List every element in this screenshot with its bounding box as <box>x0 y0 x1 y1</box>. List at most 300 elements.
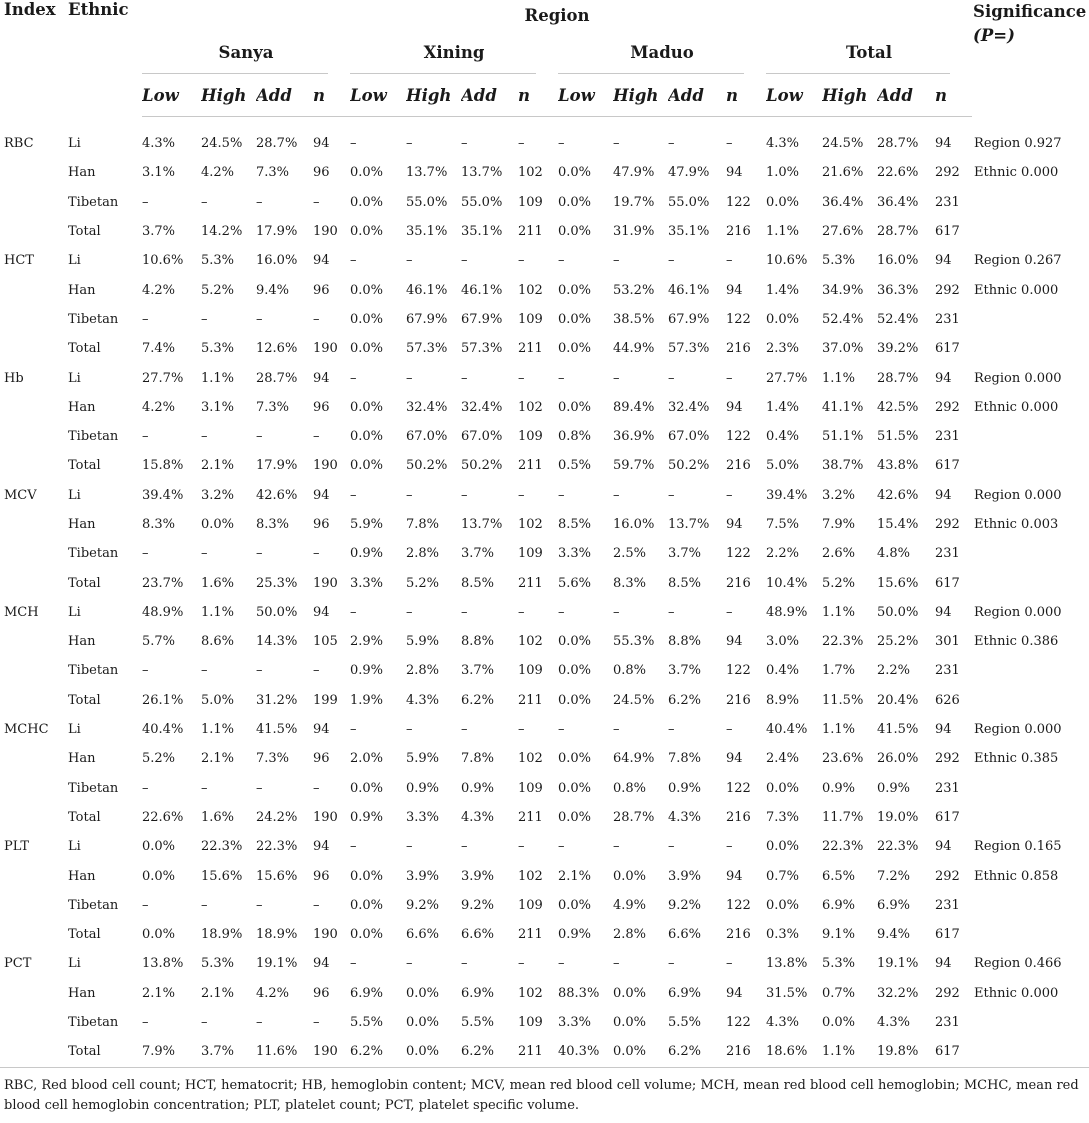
value-cell: 5.3% <box>201 253 235 269</box>
value-cell: 0.0% <box>558 165 592 181</box>
value-cell: 50.2% <box>668 458 710 474</box>
value-cell: 94 <box>935 956 952 972</box>
value-cell: 8.3% <box>142 517 176 532</box>
value-cell: 2.4% <box>766 751 800 767</box>
significance-cell <box>972 422 1089 451</box>
value-cell: 22.3% <box>822 839 864 855</box>
value-cell: 94 <box>313 956 330 972</box>
ethnic-cell: Total <box>68 224 101 240</box>
value-cell: – <box>256 1015 263 1031</box>
value-cell: 0.0% <box>350 399 384 415</box>
value-cell: 8.6% <box>201 634 235 650</box>
value-cell: 122 <box>726 897 751 913</box>
value-cell: – <box>201 780 208 796</box>
subcol-n-header: n <box>313 74 350 117</box>
value-cell: 47.9% <box>613 165 655 181</box>
value-cell: 40.4% <box>142 722 184 738</box>
value-cell: 5.2% <box>406 575 440 591</box>
subcol-high-header: High <box>613 74 668 117</box>
value-cell: 8.3% <box>613 575 647 591</box>
value-cell: 5.0% <box>201 692 235 708</box>
value-cell: 16.0% <box>877 253 919 269</box>
value-cell: – <box>668 604 675 620</box>
value-cell: 0.0% <box>406 985 440 1001</box>
value-cell: – <box>613 604 620 620</box>
value-cell: – <box>518 604 525 620</box>
value-cell: 2.8% <box>613 927 647 943</box>
value-cell: 55.0% <box>668 194 710 210</box>
value-cell: 59.7% <box>613 458 655 474</box>
value-cell: 292 <box>935 517 960 532</box>
table-body <box>0 129 1089 1067</box>
value-cell: 6.6% <box>461 927 495 943</box>
value-cell: 5.7% <box>142 634 176 650</box>
value-cell: 1.9% <box>350 692 384 708</box>
value-cell: 6.2% <box>350 1037 406 1067</box>
value-cell: 0.0% <box>558 634 592 650</box>
value-cell: 46.1% <box>461 282 503 298</box>
table-row <box>0 627 1089 656</box>
value-cell: 22.6% <box>142 809 184 825</box>
significance-cell <box>972 217 1089 246</box>
value-cell: 5.3% <box>201 956 235 972</box>
value-cell: – <box>201 897 208 913</box>
value-cell: 617 <box>935 224 960 240</box>
value-cell: 211 <box>518 341 543 357</box>
value-cell: 0.0% <box>558 399 592 415</box>
value-cell: 2.1% <box>558 868 592 884</box>
value-cell: – <box>201 194 208 210</box>
value-cell: 0.5% <box>558 458 592 474</box>
value-cell: 94 <box>313 722 330 738</box>
value-cell: 28.7% <box>256 370 298 386</box>
significance-cell <box>972 305 1089 334</box>
value-cell: 109 <box>518 780 543 796</box>
value-cell: – <box>461 722 468 738</box>
value-cell: 15.8% <box>142 458 184 474</box>
value-cell: 216 <box>726 458 751 474</box>
ethnic-cell: Han <box>68 517 96 532</box>
ethnic-cell: Tibetan <box>68 546 119 562</box>
value-cell: 96 <box>313 165 330 181</box>
significance-cell: Ethnic 0.000 <box>974 282 1059 298</box>
index-cell <box>0 188 65 217</box>
value-cell: – <box>558 253 565 269</box>
value-cell: 15.6% <box>256 868 298 884</box>
value-cell: 48.9% <box>766 604 808 620</box>
value-cell: 31.9% <box>613 224 655 240</box>
value-cell: – <box>726 839 733 855</box>
value-cell: 1.4% <box>766 399 800 415</box>
value-cell: 36.9% <box>613 429 655 445</box>
value-cell: 37.0% <box>822 341 864 357</box>
value-cell: 94 <box>726 282 743 298</box>
value-cell: 231 <box>935 663 960 679</box>
value-cell: 8.5% <box>668 575 702 591</box>
index-cell <box>0 774 65 803</box>
table-footnote: RBC, Red blood cell count; HCT, hematocrit; HB, hemoglobin content; MCV, mean red blood cell volume; MCH, mean red blood cell hemoglobin; MCHC, mean red blood cell hemoglobin concentration; PLT, platelet count; PCT, platelet specific volume. <box>4 1078 1079 1113</box>
value-cell: 211 <box>518 692 543 708</box>
value-cell: 0.0% <box>350 429 384 445</box>
significance-cell: Ethnic 0.385 <box>974 751 1059 767</box>
table-row <box>0 246 1089 275</box>
value-cell: 2.1% <box>142 985 176 1001</box>
value-cell: 40.4% <box>766 722 808 738</box>
ethnic-cell: Han <box>68 165 96 181</box>
value-cell: 6.6% <box>406 927 440 943</box>
value-cell: 32.4% <box>668 399 710 415</box>
value-cell: 122 <box>726 780 751 796</box>
value-cell: 231 <box>935 546 960 562</box>
table-row <box>0 568 1089 597</box>
region-maduo-header: Maduo <box>558 30 766 74</box>
value-cell: 6.9% <box>461 985 495 1001</box>
value-cell: 0.0% <box>613 985 647 1001</box>
value-cell: – <box>313 1015 320 1031</box>
value-cell: – <box>461 956 468 972</box>
value-cell: 0.0% <box>350 224 384 240</box>
value-cell: 0.8% <box>558 429 592 445</box>
value-cell: 10.6% <box>766 253 808 269</box>
value-cell: 0.0% <box>766 839 800 855</box>
index-cell <box>0 305 65 334</box>
value-cell: 7.3% <box>256 165 290 181</box>
significance-cell <box>972 451 1089 480</box>
value-cell: 28.7% <box>613 809 655 825</box>
value-cell: 50.2% <box>461 458 503 474</box>
ethnic-cell: Han <box>68 399 96 415</box>
value-cell: 6.5% <box>822 868 856 884</box>
value-cell: 190 <box>313 341 338 357</box>
significance-cell <box>972 1008 1089 1037</box>
value-cell: 41.1% <box>822 399 864 415</box>
value-cell: 0.0% <box>142 839 176 855</box>
value-cell: 0.0% <box>558 341 592 357</box>
ethnic-cell: Tibetan <box>68 311 119 327</box>
value-cell: 2.1% <box>201 985 235 1001</box>
value-cell: 28.7% <box>877 224 919 240</box>
value-cell: 9.1% <box>822 927 856 943</box>
value-cell: 122 <box>726 194 751 210</box>
value-cell: 13.7% <box>406 165 448 181</box>
value-cell: 0.7% <box>822 985 856 1001</box>
value-cell: 1.1% <box>822 370 856 386</box>
value-cell: 0.0% <box>613 868 647 884</box>
value-cell: 18.6% <box>766 1037 822 1067</box>
value-cell: 28.7% <box>256 136 298 152</box>
value-cell: 0.0% <box>350 194 384 210</box>
ethnic-cell: Total <box>68 341 101 357</box>
index-cell: HCT <box>4 253 34 269</box>
value-cell: 292 <box>935 985 960 1001</box>
value-cell: – <box>256 780 263 796</box>
table-row <box>0 832 1089 861</box>
value-cell: 64.9% <box>613 751 655 767</box>
table-row <box>0 891 1089 920</box>
value-cell: 190 <box>313 224 338 240</box>
table-row <box>0 744 1089 773</box>
value-cell: 57.3% <box>668 341 710 357</box>
table-row <box>0 188 1089 217</box>
value-cell: 27.7% <box>766 370 808 386</box>
value-cell: – <box>142 780 149 796</box>
value-cell: 24.2% <box>256 809 298 825</box>
value-cell: 0.0% <box>350 458 384 474</box>
value-cell: 11.6% <box>256 1037 313 1067</box>
value-cell: 4.3% <box>668 809 702 825</box>
value-cell: 6.9% <box>668 985 702 1001</box>
value-cell: – <box>350 370 357 386</box>
value-cell: – <box>518 253 525 269</box>
value-cell: 0.0% <box>613 1037 668 1067</box>
ethnic-cell: Total <box>68 809 101 825</box>
index-cell <box>0 627 65 656</box>
value-cell: – <box>668 839 675 855</box>
significance-cell <box>972 774 1089 803</box>
table-row <box>0 979 1089 1008</box>
value-cell: 53.2% <box>613 282 655 298</box>
value-cell: 3.3% <box>558 1015 592 1031</box>
value-cell: 8.8% <box>461 634 495 650</box>
subcol-add-header: Add <box>877 74 935 117</box>
value-cell: 5.3% <box>822 253 856 269</box>
significance-cell <box>972 539 1089 568</box>
value-cell: 24.5% <box>822 136 864 152</box>
value-cell: 5.9% <box>350 517 384 532</box>
index-cell <box>0 891 65 920</box>
value-cell: 617 <box>935 809 960 825</box>
index-cell <box>0 451 65 480</box>
value-cell: 0.0% <box>558 224 592 240</box>
value-cell: – <box>518 722 525 738</box>
value-cell: 4.3% <box>406 692 440 708</box>
value-cell: 41.5% <box>256 722 298 738</box>
value-cell: 211 <box>518 224 543 240</box>
value-cell: 0.0% <box>350 897 384 913</box>
index-cell <box>0 539 65 568</box>
value-cell: – <box>142 1015 149 1031</box>
value-cell: 0.0% <box>558 692 592 708</box>
value-cell: 0.0% <box>766 311 800 327</box>
value-cell: 190 <box>313 809 338 825</box>
significance-cell: Ethnic 0.003 <box>974 517 1059 532</box>
value-cell: 6.2% <box>461 1037 518 1067</box>
value-cell: – <box>668 136 675 152</box>
value-cell: 109 <box>518 194 543 210</box>
value-cell: – <box>558 487 565 503</box>
value-cell: 0.9% <box>822 780 856 796</box>
table-row <box>0 334 1089 363</box>
value-cell: 211 <box>518 809 543 825</box>
ethnic-cell: Tibetan <box>68 1015 119 1031</box>
value-cell: 28.7% <box>877 136 919 152</box>
value-cell: 94 <box>935 136 952 152</box>
value-cell: – <box>406 722 413 738</box>
value-cell: 0.0% <box>558 809 592 825</box>
value-cell: 94 <box>935 604 952 620</box>
subcol-n-header: n <box>518 74 558 117</box>
value-cell: – <box>558 722 565 738</box>
value-cell: – <box>613 487 620 503</box>
table-row <box>0 393 1089 422</box>
value-cell: 57.3% <box>461 341 503 357</box>
index-header: Index <box>4 0 56 19</box>
value-cell: 18.9% <box>201 927 243 943</box>
value-cell: 12.6% <box>256 341 298 357</box>
value-cell: 5.9% <box>406 751 440 767</box>
value-cell: 5.9% <box>406 634 440 650</box>
value-cell: 1.1% <box>766 224 800 240</box>
subcol-add-header: Add <box>668 74 726 117</box>
value-cell: – <box>350 956 357 972</box>
value-cell: – <box>726 136 733 152</box>
value-cell: – <box>313 429 320 445</box>
value-cell: 3.7% <box>142 224 176 240</box>
index-cell <box>0 803 65 832</box>
value-cell: 9.4% <box>256 282 290 298</box>
table-row <box>0 1008 1089 1037</box>
value-cell: 8.5% <box>461 575 495 591</box>
value-cell: 109 <box>518 663 543 679</box>
value-cell: 5.6% <box>558 575 592 591</box>
ethnic-cell: Han <box>68 751 96 767</box>
significance-cell: Region 0.000 <box>974 370 1062 386</box>
value-cell: – <box>668 370 675 386</box>
value-cell: 3.3% <box>406 809 440 825</box>
value-cell: 23.7% <box>142 575 184 591</box>
index-cell <box>0 393 65 422</box>
value-cell: 4.2% <box>142 282 176 298</box>
significance-cell: Ethnic 0.000 <box>974 985 1059 1001</box>
value-cell: – <box>256 429 263 445</box>
value-cell: 0.9% <box>350 809 384 825</box>
value-cell: 94 <box>313 839 330 855</box>
value-cell: 34.9% <box>822 282 864 298</box>
significance-cell <box>972 656 1089 685</box>
value-cell: – <box>726 487 733 503</box>
value-cell: 216 <box>726 809 751 825</box>
value-cell: 88.3% <box>558 985 600 1001</box>
value-cell: 3.9% <box>406 868 440 884</box>
value-cell: 199 <box>313 692 338 708</box>
value-cell: 0.0% <box>558 897 592 913</box>
value-cell: 231 <box>935 780 960 796</box>
index-cell <box>0 686 65 715</box>
table-row <box>0 803 1089 832</box>
value-cell: 94 <box>935 839 952 855</box>
value-cell: 0.0% <box>350 341 384 357</box>
value-cell: 7.4% <box>142 341 176 357</box>
value-cell: – <box>201 429 208 445</box>
significance-cell: Ethnic 0.858 <box>974 868 1059 884</box>
value-cell: 55.3% <box>613 634 655 650</box>
index-cell <box>0 275 65 304</box>
value-cell: 5.3% <box>201 341 235 357</box>
value-cell: 96 <box>313 399 330 415</box>
significance-cell <box>972 891 1089 920</box>
value-cell: 1.4% <box>766 282 800 298</box>
value-cell: – <box>256 663 263 679</box>
value-cell: – <box>256 546 263 562</box>
index-cell <box>0 979 65 1008</box>
value-cell: 0.4% <box>766 429 800 445</box>
ethnic-cell: Li <box>68 136 81 152</box>
table-row <box>0 715 1089 744</box>
region-sanya-header: Sanya <box>142 30 350 74</box>
value-cell: 94 <box>726 868 743 884</box>
value-cell: 10.6% <box>142 253 184 269</box>
value-cell: 0.0% <box>558 194 592 210</box>
table-row <box>0 422 1089 451</box>
table-row <box>0 949 1089 978</box>
value-cell: 3.7% <box>668 663 702 679</box>
value-cell: – <box>201 1015 208 1031</box>
significance-cell: Ethnic 0.386 <box>974 634 1059 650</box>
value-cell: 3.9% <box>668 868 702 884</box>
value-cell: 7.3% <box>766 809 800 825</box>
value-cell: 2.6% <box>822 546 856 562</box>
value-cell: – <box>726 604 733 620</box>
value-cell: – <box>256 897 263 913</box>
significance-cell: Region 0.000 <box>974 604 1062 620</box>
table-row <box>0 481 1089 510</box>
value-cell: 20.4% <box>877 692 919 708</box>
value-cell: 22.3% <box>877 839 919 855</box>
value-cell: 1.1% <box>201 370 235 386</box>
value-cell: 14.2% <box>201 224 243 240</box>
value-cell: 7.9% <box>822 517 856 532</box>
value-cell: 102 <box>518 165 543 181</box>
index-cell: MCV <box>4 487 37 503</box>
value-cell: 57.3% <box>406 341 448 357</box>
value-cell: 25.3% <box>256 575 298 591</box>
index-cell <box>0 422 65 451</box>
value-cell: 216 <box>726 692 751 708</box>
value-cell: 122 <box>726 1015 751 1031</box>
significance-cell: Ethnic 0.000 <box>974 399 1059 415</box>
value-cell: – <box>558 604 565 620</box>
value-cell: 32.2% <box>877 985 919 1001</box>
significance-cell: Region 0.000 <box>974 722 1062 738</box>
value-cell: 3.7% <box>201 1037 256 1067</box>
value-cell: – <box>313 546 320 562</box>
value-cell: 22.6% <box>877 165 919 181</box>
value-cell: – <box>313 897 320 913</box>
value-cell: – <box>461 253 468 269</box>
value-cell: 0.0% <box>350 780 384 796</box>
value-cell: – <box>350 136 357 152</box>
value-cell: 13.8% <box>142 956 184 972</box>
value-cell: 0.0% <box>613 1015 647 1031</box>
value-cell: 4.3% <box>766 1015 800 1031</box>
value-cell: – <box>350 839 357 855</box>
value-cell: 22.3% <box>201 839 243 855</box>
value-cell: 19.1% <box>877 956 919 972</box>
value-cell: – <box>558 136 565 152</box>
value-cell: 5.2% <box>142 751 176 767</box>
value-cell: 9.2% <box>461 897 495 913</box>
value-cell: – <box>613 722 620 738</box>
value-cell: 39.2% <box>877 341 919 357</box>
value-cell: 51.5% <box>877 429 919 445</box>
value-cell: 0.0% <box>766 780 800 796</box>
value-cell: 94 <box>313 253 330 269</box>
value-cell: – <box>406 604 413 620</box>
value-cell: 9.2% <box>406 897 440 913</box>
subcol-low-header: Low <box>142 74 201 117</box>
value-cell: 96 <box>313 517 330 532</box>
value-cell: 3.1% <box>201 399 235 415</box>
